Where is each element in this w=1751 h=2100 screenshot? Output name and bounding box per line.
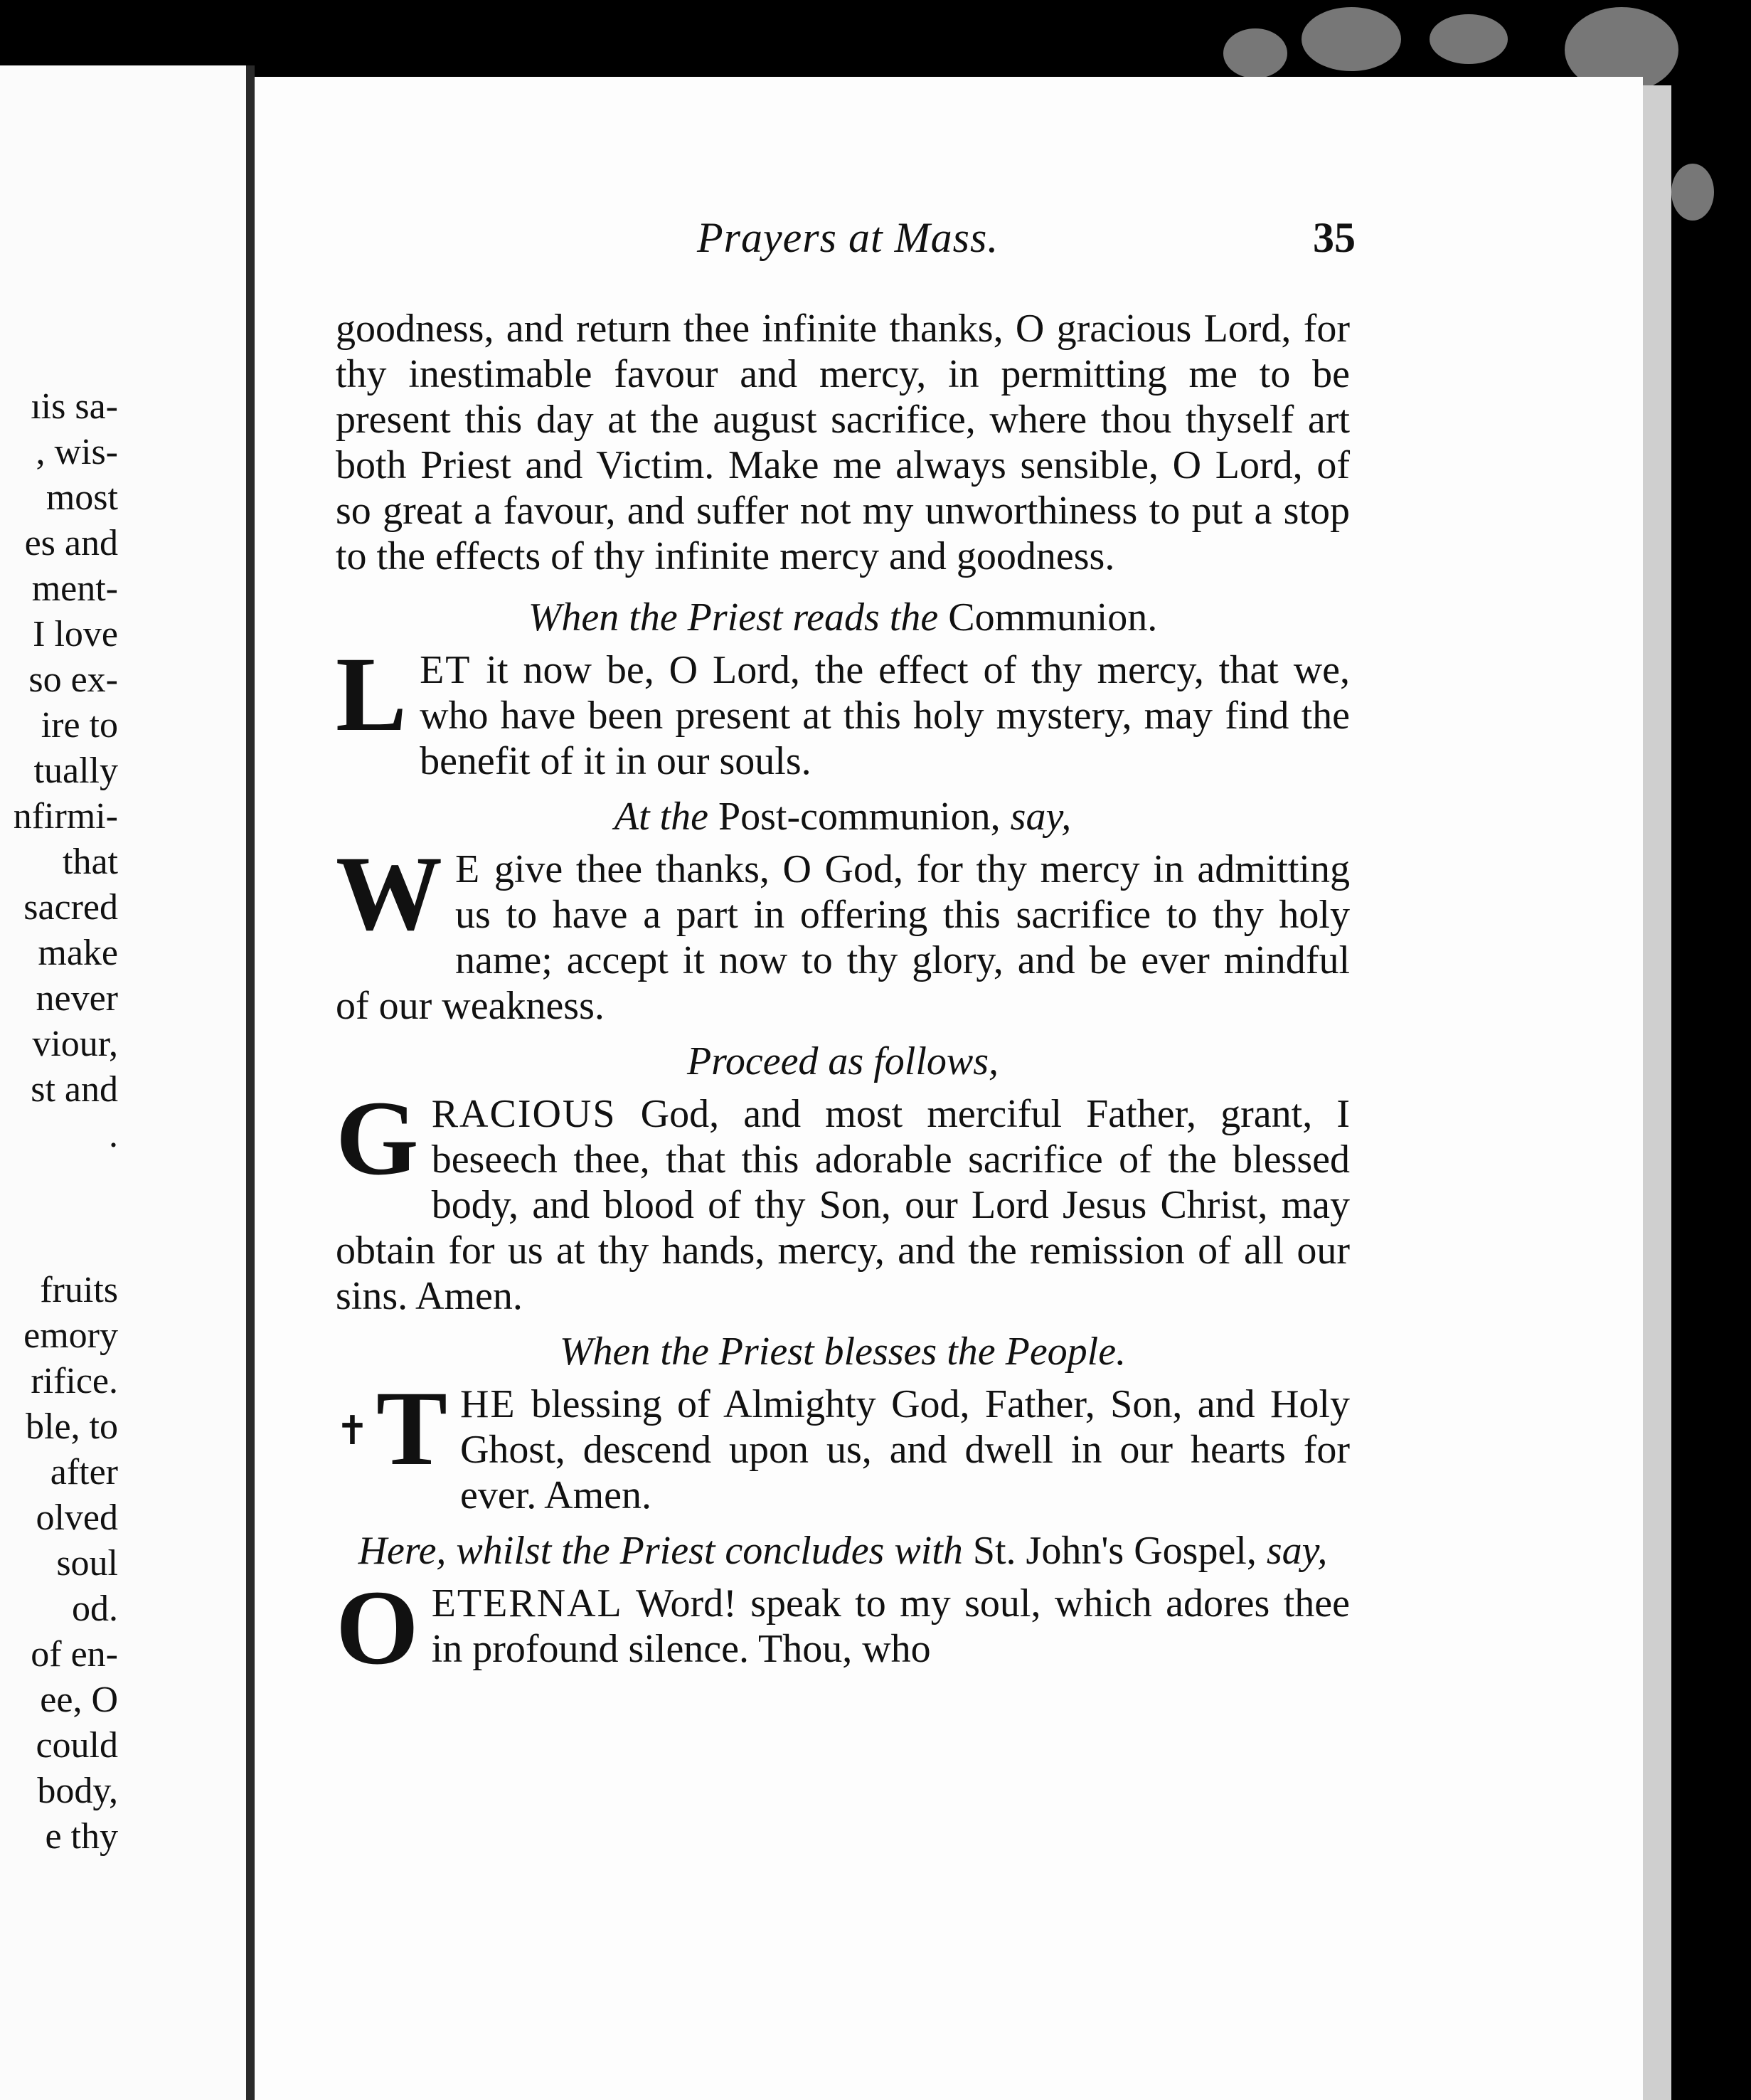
eternal-word-prayer bbox=[336, 1569, 1350, 1687]
communion-prayer bbox=[336, 635, 1350, 784]
running-title: Prayers at Mass. bbox=[697, 214, 999, 261]
facing-line: make bbox=[38, 933, 118, 973]
rubric-text: say, bbox=[1010, 795, 1072, 839]
facing-line: ble, to bbox=[26, 1406, 118, 1447]
facing-line: soul bbox=[56, 1543, 118, 1584]
drop-cap: W bbox=[336, 834, 442, 953]
rubric-communion bbox=[336, 595, 1350, 640]
facing-line: sacred bbox=[23, 887, 118, 928]
facing-line: of en- bbox=[31, 1634, 118, 1675]
rubric-text: When the Priest reads the bbox=[528, 595, 939, 640]
book-gutter bbox=[246, 65, 255, 2100]
cross-icon: ✝ bbox=[336, 1409, 369, 1453]
rubric-text: Here, whilst the Priest concludes with bbox=[358, 1529, 963, 1573]
facing-line: . bbox=[109, 1115, 118, 1155]
rubric-text: St. John's Gospel, bbox=[972, 1529, 1257, 1573]
rubric-text: Communion. bbox=[948, 595, 1158, 640]
page-body bbox=[336, 306, 1350, 1687]
facing-line: viour, bbox=[32, 1024, 118, 1064]
facing-line: after bbox=[50, 1452, 118, 1492]
facing-line: ıis sa- bbox=[31, 386, 118, 427]
facing-line: I love bbox=[33, 614, 118, 654]
prayer-text: give thee thanks, O God, for thy mercy in admitting us to have a part in offering this sacrifice to thy holy name; accept it now to thy glory, and be ever mindful of our weakness. bbox=[336, 847, 1350, 1028]
rubric-blessing: When the Priest blesses the People. bbox=[559, 1330, 1127, 1374]
rubric-text: At the bbox=[614, 795, 708, 839]
facing-line: tually bbox=[33, 751, 118, 791]
rubric-postcommunion bbox=[336, 794, 1350, 839]
facing-line: emory bbox=[23, 1315, 118, 1356]
prayer-caps: ET bbox=[420, 648, 472, 692]
facing-line: most bbox=[46, 477, 118, 518]
facing-line: never bbox=[36, 978, 118, 1019]
facing-line: olved bbox=[36, 1497, 118, 1538]
scan-blotch bbox=[1302, 7, 1401, 71]
facing-line: nfirmi- bbox=[13, 796, 118, 837]
drop-cap: O bbox=[336, 1569, 419, 1687]
prayer-text: Word! speak to my soul, which adores thee in profound silence. Thou, who bbox=[431, 1581, 1350, 1671]
facing-line: body, bbox=[37, 1771, 118, 1811]
facing-line: od. bbox=[72, 1589, 118, 1629]
prayer-caps: RACIOUS bbox=[431, 1092, 617, 1136]
facing-line: rifice. bbox=[31, 1361, 118, 1401]
facing-line: ment- bbox=[31, 568, 118, 609]
facing-line: , wis- bbox=[36, 432, 118, 472]
blessing-prayer bbox=[336, 1369, 1350, 1518]
gracious-prayer bbox=[336, 1079, 1350, 1319]
facing-line: fruits bbox=[40, 1270, 118, 1310]
prayer-text: blessing of Almighty God, Father, Son, and Holy Ghost, descend upon us, and dwell in our hearts for ever. Amen. bbox=[459, 1382, 1350, 1517]
scan-blotch bbox=[1430, 14, 1508, 64]
facing-page bbox=[0, 65, 246, 2100]
opening-paragraph: goodness, and return thee infinite thanks, O gracious Lord, for thy inestimable favour and mercy, in permitting me to be present this day at the august sacrifice, where thou thyself art both Priest and Victim. Make me always sensible, O Lord, of so great a favour, and suffer not my unworthiness to put a stop to the effects of thy infinite mercy and goodness. bbox=[336, 307, 1350, 578]
prayer-text: God, and most merciful Father, grant, I beseech thee, that this adorable sacrifice of the blessed body, and blood of thy Son, our Lord Jesus Christ, may obtain for us at thy hands, mercy, and the remission of all our sins. Amen. bbox=[336, 1092, 1350, 1318]
drop-cap: T bbox=[376, 1369, 447, 1488]
prayer-caps: ETERNAL bbox=[431, 1581, 623, 1626]
scan-blotch bbox=[1671, 164, 1714, 221]
facing-line: st and bbox=[31, 1069, 118, 1110]
facing-line: e thy bbox=[45, 1816, 118, 1857]
page-edge-shadow bbox=[1643, 85, 1671, 2100]
rubric-text: Post-communion, bbox=[718, 795, 1001, 839]
postcommunion-prayer bbox=[336, 834, 1350, 1029]
facing-line: ee, O bbox=[40, 1680, 118, 1720]
facing-line: ire to bbox=[41, 705, 118, 746]
rubric-gospel bbox=[336, 1528, 1350, 1574]
drop-cap: G bbox=[336, 1079, 419, 1197]
facing-line: that bbox=[63, 842, 118, 882]
facing-line: so ex- bbox=[28, 659, 118, 700]
prayer-caps: HE bbox=[459, 1382, 516, 1426]
rubric-proceed: Proceed as follows, bbox=[686, 1039, 999, 1083]
scan-blotch bbox=[1223, 28, 1287, 78]
rubric-text: say, bbox=[1266, 1529, 1328, 1573]
prayer-text: it now be, O Lord, the effect of thy mercy, that we, who have been present at this holy mystery, may find the benefit of it in our souls. bbox=[420, 648, 1350, 783]
facing-line: es and bbox=[24, 523, 118, 563]
drop-cap: L bbox=[336, 635, 408, 753]
page-number: 35 bbox=[1313, 214, 1356, 261]
prayer-caps: E bbox=[455, 847, 481, 891]
facing-line: could bbox=[36, 1725, 118, 1766]
